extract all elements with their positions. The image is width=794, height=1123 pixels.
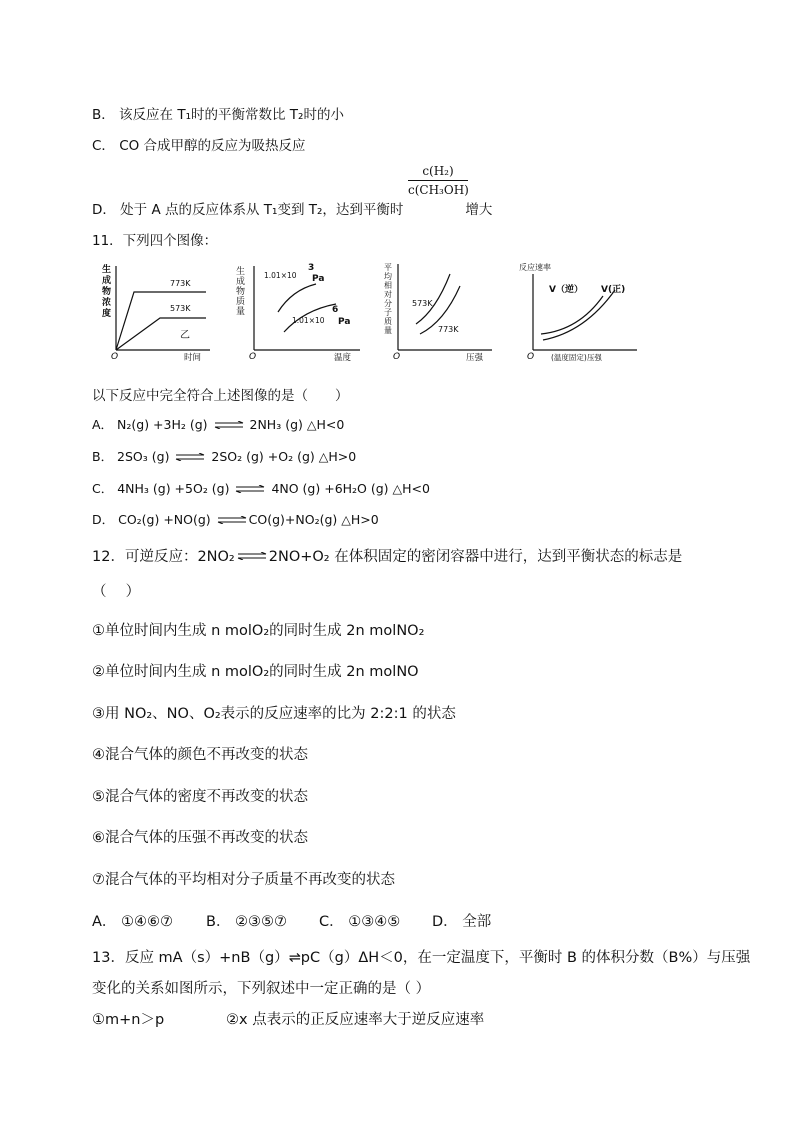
question-11: 11．下列四个图像：: [92, 233, 218, 249]
option-d-text: D． 处于 A 点的反应体系从 T₁变到 T₂，达到平衡时: [92, 202, 404, 218]
q11-option-d: [92, 510, 379, 528]
question-13-line-2: 变化的关系如图所示，下列叙述中一定正确的是（ ）: [92, 981, 431, 997]
g4-ylabel-4: 率: [543, 263, 551, 272]
statement-7: ⑦混合气体的平均相对分子质量不再改变的状态: [92, 872, 395, 888]
equilibrium-arrow-icon: [212, 416, 246, 431]
statement-1: ①单位时间内生成 n molO₂的同时生成 2n molNO₂: [92, 623, 425, 639]
question-12: [92, 545, 682, 566]
q11-option-c: [92, 479, 430, 497]
g3-ylabel-5: 分: [384, 299, 392, 308]
equilibrium-arrow-icon: [215, 511, 249, 526]
concentration-ratio: [408, 164, 468, 197]
g3-ylabel-6: 子: [384, 308, 392, 317]
g2-p1-exp: 3: [308, 263, 315, 273]
graph-concentration-time: [98, 260, 216, 362]
q12-answer-paren: （ ）: [92, 584, 141, 600]
question-13-line-1: 13．反应 mA（s）+nB（g）⇌pC（g）ΔH＜0，在一定温度下，平衡时 B 的体积分数（B%）与压强: [92, 950, 751, 966]
question-11-prompt: 以下反应中完全符合上述图像的是（ ）: [92, 388, 349, 404]
q11-b-left: B． 2SO₃ (g): [92, 449, 174, 464]
g4-ylabel-2: 应: [527, 263, 535, 272]
g2-ylabel-3: 物: [236, 287, 246, 297]
g4-origin: O: [527, 352, 535, 362]
g3-origin: O: [393, 352, 401, 362]
g2-ylabel-1: 生: [236, 267, 246, 277]
g4-ylabel-1: 反: [519, 263, 527, 272]
q12-option-a: A． ①④⑥⑦: [92, 914, 174, 930]
g1-note: 乙: [180, 330, 190, 341]
g1-ylabel-5: 度: [102, 309, 112, 319]
g2-ylabel-2: 成: [236, 277, 246, 287]
g2-p2-exp: 6: [332, 305, 339, 315]
option-d-suffix: 增大: [465, 202, 493, 218]
statement-5: ⑤混合气体的密度不再改变的状态: [92, 789, 308, 805]
q12-option-d: D． 全部: [432, 914, 492, 930]
g1-label-773k: 773K: [170, 279, 191, 288]
g2-p2-unit: Pa: [338, 317, 351, 327]
graph-mass-temperature: [234, 260, 364, 362]
g3-xlabel: 压强: [466, 353, 484, 362]
q11-d-right: CO(g)+NO₂(g) △H>0: [248, 512, 379, 527]
g1-origin: O: [111, 352, 119, 362]
g2-ylabel-4: 质: [236, 297, 246, 307]
statement-3: ③用 NO₂、NO、O₂表示的反应速率的比为 2:2:1 的状态: [92, 706, 456, 722]
statement-4: ④混合气体的颜色不再改变的状态: [92, 747, 308, 763]
q11-b-right: 2SO₂ (g) +O₂ (g) △H>0: [207, 449, 357, 464]
g2-origin: O: [249, 352, 257, 362]
statement-6: ⑥混合气体的压强不再改变的状态: [92, 830, 308, 846]
q11-a-left: A． N₂(g) +3H₂ (g): [92, 417, 212, 432]
statement-2: ②单位时间内生成 n molO₂的同时生成 2n molNO: [92, 664, 419, 680]
g3-ylabel-3: 相: [384, 281, 392, 290]
option-b: B． 该反应在 T₁时的平衡常数比 T₂时的小: [92, 107, 344, 123]
g3-ylabel-7: 质: [384, 317, 392, 326]
q12-right: 2NO+O₂ 在体积固定的密闭容器中进行，达到平衡状态的标志是: [268, 549, 683, 565]
g1-xlabel: 时间: [184, 353, 202, 362]
equilibrium-arrow-icon: [173, 448, 207, 463]
q11-option-b: [92, 447, 356, 465]
g1-label-573k: 573K: [170, 304, 191, 313]
option-c: C． CO 合成甲醇的反应为吸热反应: [92, 138, 306, 154]
g1-ylabel-3: 物: [102, 287, 112, 297]
q12-left: 12．可逆反应：2NO₂: [92, 549, 235, 565]
equilibrium-arrow-icon: [235, 548, 269, 564]
g3-label-773k: 773K: [438, 325, 459, 334]
g2-ylabel-5: 量: [236, 307, 246, 317]
g1-ylabel-4: 浓: [102, 298, 112, 308]
g4-label-reverse: V（逆）: [549, 285, 583, 295]
g1-curve-573k: [116, 318, 206, 350]
g1-ylabel-2: 成: [102, 276, 112, 286]
graph-molar-mass-pressure: [380, 260, 498, 362]
q11-c-right: 4NO (g) +6H₂O (g) △H<0: [267, 481, 430, 496]
g1-ylabel-1: 生: [102, 265, 112, 275]
q13-statement-1: ①m+n＞p: [92, 1012, 165, 1028]
q11-a-right: 2NH₃ (g) △H<0: [245, 417, 345, 432]
q12-option-b: B． ②③⑤⑦: [206, 914, 288, 930]
g2-curve-high: [278, 284, 316, 312]
g2-p1-base: 1.01×10: [264, 271, 297, 280]
g3-ylabel-8: 量: [384, 326, 392, 335]
g2-p1-unit: Pa: [312, 274, 325, 284]
q11-option-a: [92, 415, 344, 433]
g4-ylabel-3: 速: [535, 263, 543, 272]
g3-label-573k: 573K: [412, 299, 433, 308]
g3-ylabel-1: 平: [384, 263, 392, 272]
g4-curve-forward: [543, 290, 615, 340]
ratio-numerator: c(H₂): [408, 164, 468, 181]
option-d: [92, 198, 492, 218]
g2-xlabel: 温度: [334, 353, 352, 362]
g3-ylabel-2: 均: [384, 272, 392, 281]
q12-option-c: C． ①③④⑤: [319, 914, 401, 930]
q11-d-left: D． CO₂(g) +NO(g): [92, 512, 215, 527]
equilibrium-arrow-icon: [233, 480, 267, 495]
graph-rate-pressure: [515, 260, 643, 362]
g4-label-forward: V(正): [601, 285, 626, 295]
q11-c-left: C． 4NH₃ (g) +5O₂ (g): [92, 481, 234, 496]
g2-p2-base: 1.01×10: [292, 316, 325, 325]
ratio-denominator: c(CH₃OH): [408, 183, 469, 197]
q13-statement-2: ②x 点表示的正反应速率大于逆反应速率: [226, 1012, 485, 1028]
g4-xlabel: (温度固定)压强: [551, 353, 602, 362]
g3-ylabel-4: 对: [384, 290, 392, 299]
g1-curve-773k: [116, 292, 206, 350]
